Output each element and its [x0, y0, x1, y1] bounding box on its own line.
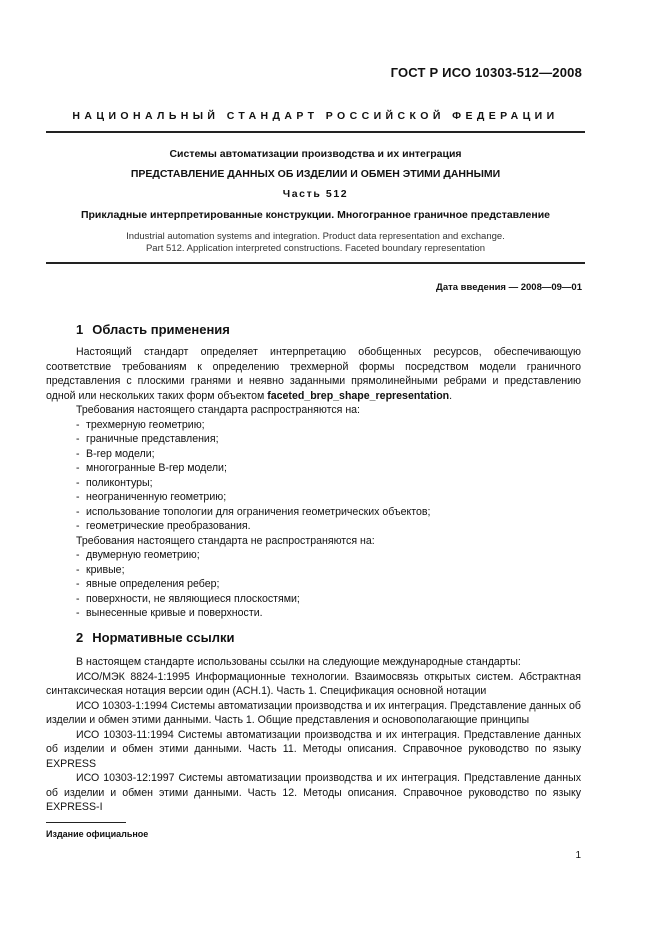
page-number: 1 [575, 850, 581, 861]
section1-paragraph-end: . [449, 389, 453, 402]
section1-body [46, 345, 581, 621]
list-item: - многогранные B-rep модели; [76, 462, 227, 474]
reference-item: ИСО 10303-12:1997 Системы автоматизации производства и их интеграция. Представление данных об изделии и обмен этими данными. Часть 12. Методы описания. Справочное руководство по языку EXPRESS-I [46, 772, 581, 813]
section2-heading [76, 630, 234, 645]
list-item: - геометрические преобразования. [76, 520, 251, 532]
title-part: Часть 512 [282, 188, 349, 200]
list-item: - вынесенные кривые и поверхности. [76, 607, 263, 619]
reference-item: ИСО/МЭК 8824-1:1995 Информационные технологии. Взаимосвязь открытых систем. Абстрактная синтаксическая нотация версии один (АСН.1). Часть 1. Спецификация основной нотации [46, 670, 581, 697]
section2-body [46, 655, 581, 815]
list-item: - двумерную геометрию; [76, 549, 200, 561]
title-english-line2: Part 512. Application interpreted constructions. Faceted boundary representation [145, 243, 486, 254]
title-subtitle: Прикладные интерпретированные конструкции. Многогранное граничное представление [80, 209, 551, 221]
list-item: - явные определения ребер; [76, 578, 220, 590]
entity-name: faceted_brep_shape_representation [267, 389, 450, 402]
out-scope-intro: Требования настоящего стандарта не распространяются на: [76, 534, 375, 547]
list-item: - B-rep модели; [76, 447, 155, 460]
section2-number: 2 [76, 630, 84, 645]
list-item: - поверхности, не являющиеся плоскостями; [76, 592, 300, 605]
title-rule-bottom [46, 262, 585, 264]
out-scope-list [46, 548, 581, 621]
national-standard-banner: НАЦИОНАЛЬНЫЙ СТАНДАРТ РОССИЙСКОЙ ФЕДЕРАЦИИ [72, 110, 559, 122]
title-rule-top [46, 131, 585, 133]
section1-number: 1 [76, 322, 84, 337]
edition-note: Издание официальное [46, 829, 149, 839]
section1-title: Область применения [92, 322, 230, 337]
reference-item: ИСО 10303-11:1994 Системы автоматизации производства и их интеграция. Представление данных об изделии и обмен этими данными. Часть 11. Методы описания. Справочное руководство по языку EXPRESS [46, 728, 581, 770]
reference-item: ИСО 10303-1:1994 Системы автоматизации производства и их интеграция. Представление данных об изделии и обмен этими данными. Часть 1. Общие представления и основополагающие принципы [46, 699, 581, 726]
list-item: - неограниченную геометрию; [76, 491, 227, 503]
title-upper: ПРЕДСТАВЛЕНИЕ ДАННЫХ ОБ ИЗДЕЛИИ И ОБМЕН ЭТИМИ ДАННЫМИ [130, 168, 501, 180]
section2-title: Нормативные ссылки [92, 630, 235, 645]
section1-heading [76, 322, 230, 337]
introduction-date: Дата введения — 2008—09—01 [436, 282, 582, 293]
title-main: Системы автоматизации производства и их интеграция [169, 148, 462, 160]
list-item: - использование топологии для ограничения геометрических объектов; [76, 505, 431, 518]
list-item: - кривые; [76, 563, 125, 576]
in-scope-intro: Требования настоящего стандарта распространяются на: [76, 404, 361, 416]
in-scope-list [46, 418, 581, 534]
section1-paragraph [46, 345, 581, 403]
list-item: - поликонтуры; [76, 476, 153, 489]
document-code: ГОСТ Р ИСО 10303-512—2008 [390, 65, 582, 80]
footer-rule [46, 822, 126, 823]
list-item: - граничные представления; [76, 433, 219, 445]
title-english-line1: Industrial automation systems and integration. Product data representation and exchange. [126, 231, 505, 242]
section2-intro: В настоящем стандарте использованы ссылки на следующие международные стандарты: [76, 656, 521, 668]
list-item: - трехмерную геометрию; [76, 418, 205, 431]
section1-paragraph-text: Настоящий стандарт определяет интерпретацию обобщенных ресурсов, обеспечивающую соответствие требованиям к определению трехмерной формы посредством модели граничного представления с плоскими гранями и неявно заданными прямолинейными ребрами и представлению одной или нескольких таких форм объектом [46, 346, 581, 402]
